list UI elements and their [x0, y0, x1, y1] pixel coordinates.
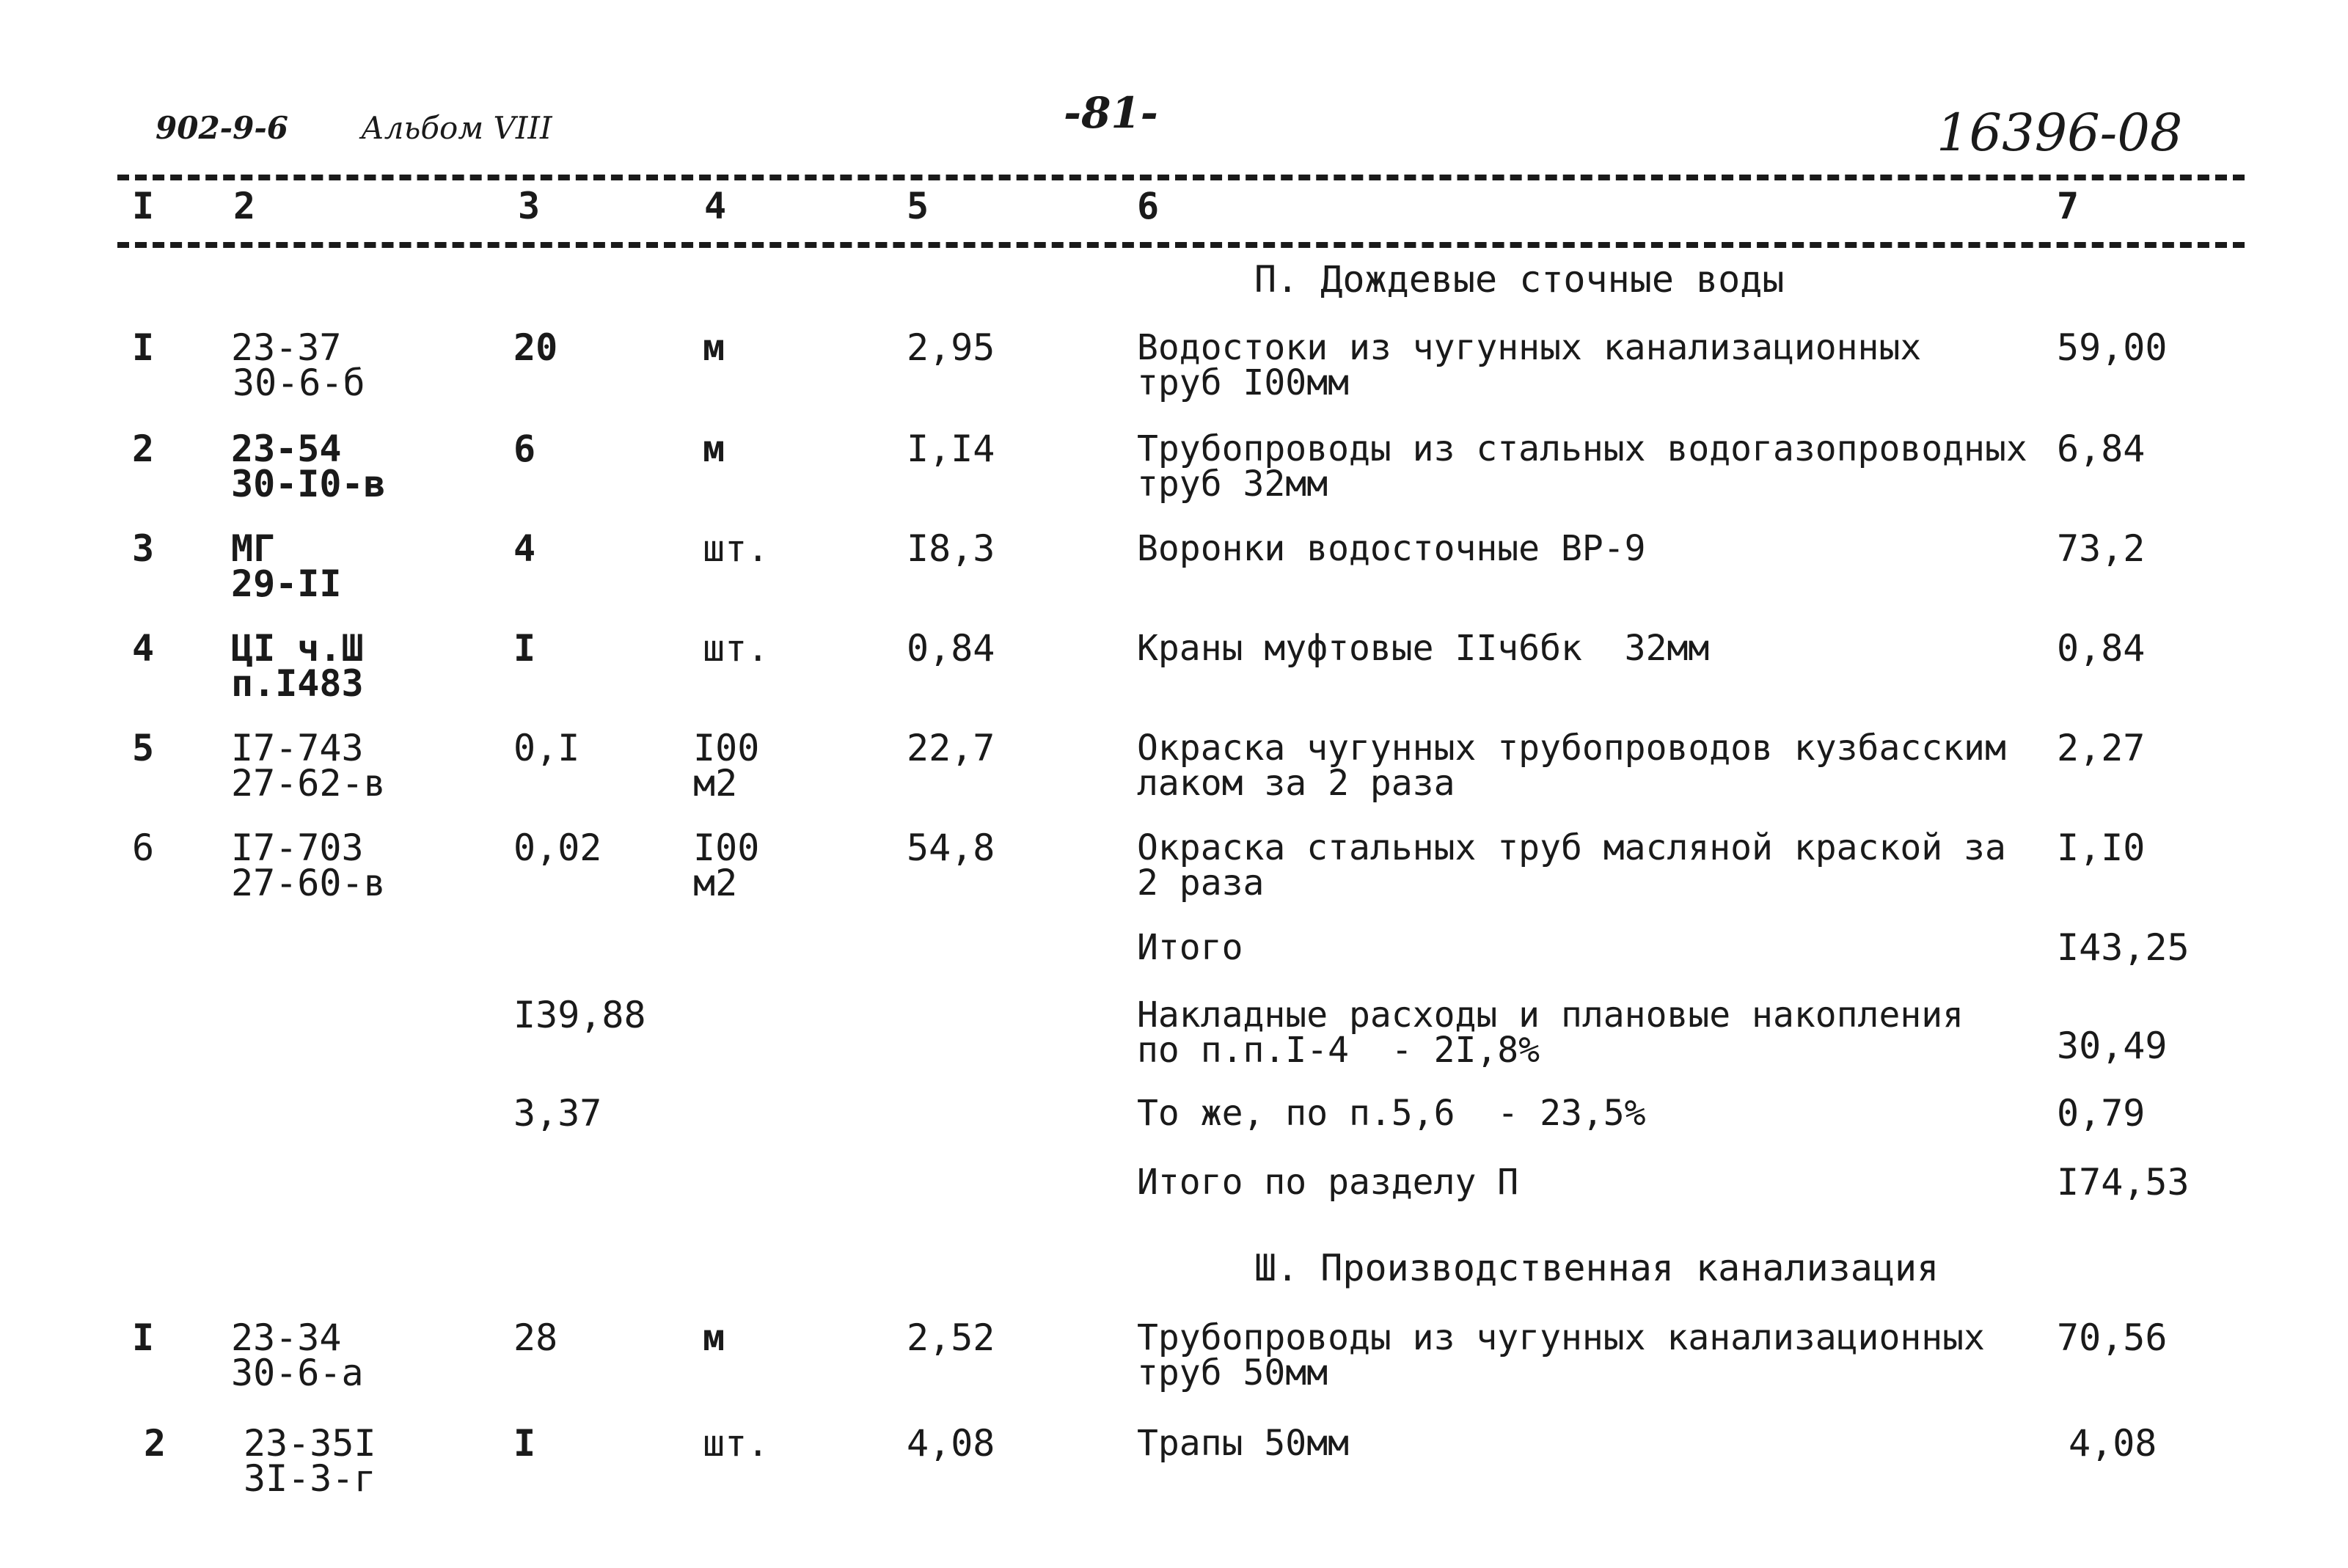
work-description: Трубопроводы из стальных водогазопроводных труб 32мм: [1137, 428, 2027, 505]
header-bottom-rule: [117, 242, 2245, 248]
unit: м: [703, 326, 725, 369]
row-total: 59,00: [2057, 326, 2168, 369]
unit: м: [703, 428, 725, 470]
quantity: I: [513, 627, 536, 670]
row-number: I: [132, 1316, 155, 1359]
same-label: То же, по п.5,6 - 23,5%: [1137, 1093, 1646, 1134]
page-number: -81-: [1064, 88, 1158, 138]
norm-code: ЦI ч.Ш п.I483: [231, 627, 364, 705]
unit: I00 м2: [693, 827, 760, 904]
same-value: 0,79: [2057, 1092, 2146, 1135]
row-total: I,I0: [2057, 827, 2146, 869]
unit-price: 22,7: [907, 727, 995, 769]
column-header-6: 6: [1137, 185, 1160, 227]
row-total: 70,56: [2057, 1316, 2168, 1359]
row-number: 3: [132, 527, 155, 570]
unit: шт.: [703, 1422, 769, 1465]
row-number: 2: [144, 1422, 167, 1465]
row-total: 4,08: [2069, 1422, 2157, 1465]
row-number: 5: [132, 727, 155, 769]
row-number: 4: [132, 627, 155, 670]
row-number: 2: [132, 428, 155, 470]
quantity: 0,02: [513, 827, 602, 869]
unit-price: 0,84: [907, 627, 995, 670]
work-description: Трапы 50мм: [1137, 1423, 1349, 1464]
row-total: 2,27: [2057, 727, 2146, 769]
unit-price: I,I4: [907, 428, 995, 470]
album-label: Альбом VIII: [361, 110, 552, 146]
work-description: Воронки водосточные ВР-9: [1137, 528, 1646, 569]
norm-code: I7-743 27-62-в: [231, 727, 386, 805]
work-description: Краны муфтовые IIч6бк 32мм: [1137, 628, 1710, 669]
unit-price: I8,3: [907, 527, 995, 570]
unit: шт.: [703, 527, 769, 570]
row-total: 6,84: [2057, 428, 2146, 470]
norm-code: МГ 29-II: [231, 527, 342, 605]
overhead-base: I39,88: [513, 994, 646, 1036]
subtotal-label: Итого: [1137, 927, 1243, 968]
work-description: Трубопроводы из чугунных канализационных труб 50мм: [1137, 1317, 1985, 1393]
unit-price: 2,52: [907, 1316, 995, 1359]
unit: I00 м2: [693, 727, 760, 805]
norm-code: 23-37 30-6-б: [231, 326, 365, 404]
column-header-2: 2: [233, 185, 256, 227]
unit: м: [703, 1316, 725, 1359]
norm-code: 23-54 30-I0-в: [231, 428, 386, 505]
column-header-5: 5: [907, 185, 929, 227]
unit-price: 54,8: [907, 827, 995, 869]
section-total-label: Итого по разделу П: [1137, 1162, 1519, 1203]
row-total: 73,2: [2057, 527, 2146, 570]
same-base: 3,37: [513, 1092, 602, 1135]
unit-price: 4,08: [907, 1422, 995, 1465]
document-number: 16396-08: [1936, 103, 2183, 163]
work-description: Водостоки из чугунных канализационных труб I00мм: [1137, 327, 1922, 403]
quantity: 4: [513, 527, 536, 570]
row-number: I: [132, 326, 155, 369]
section-title-industrial: Ш. Производственная канализация: [1254, 1247, 1939, 1289]
work-description: Окраска чугунных трубопроводов кузбасским лаком за 2 раза: [1137, 728, 2006, 804]
subtotal-value: I43,25: [2057, 926, 2190, 969]
column-header-4: 4: [704, 185, 727, 227]
column-header-7: 7: [2057, 185, 2080, 227]
quantity: I: [513, 1422, 536, 1465]
column-header-1: I: [132, 185, 155, 227]
overhead-value: 30,49: [2057, 1025, 2168, 1067]
norm-code: 23-35I 3I-3-г: [244, 1422, 376, 1500]
column-header-3: 3: [518, 185, 541, 227]
quantity: 6: [513, 428, 536, 470]
quantity: 20: [513, 326, 558, 369]
section-title-rain: П. Дождевые сточные воды: [1254, 258, 1785, 301]
row-number: 6: [132, 827, 155, 869]
project-code: 902-9-6: [156, 110, 288, 146]
row-total: 0,84: [2057, 627, 2146, 670]
overhead-label: Накладные расходы и плановые накопления по п.п.I-4 - 2I,8%: [1137, 994, 1964, 1071]
unit: шт.: [703, 627, 769, 670]
header-top-rule: [117, 175, 2245, 180]
work-description: Окраска стальных труб масляной краской за 2 раза: [1137, 827, 2006, 904]
quantity: 28: [513, 1316, 558, 1359]
norm-code: 23-34 30-6-а: [231, 1316, 364, 1394]
unit-price: 2,95: [907, 326, 995, 369]
norm-code: I7-703 27-60-в: [231, 827, 386, 904]
section-total-value: I74,53: [2057, 1161, 2190, 1204]
quantity: 0,I: [513, 727, 580, 769]
